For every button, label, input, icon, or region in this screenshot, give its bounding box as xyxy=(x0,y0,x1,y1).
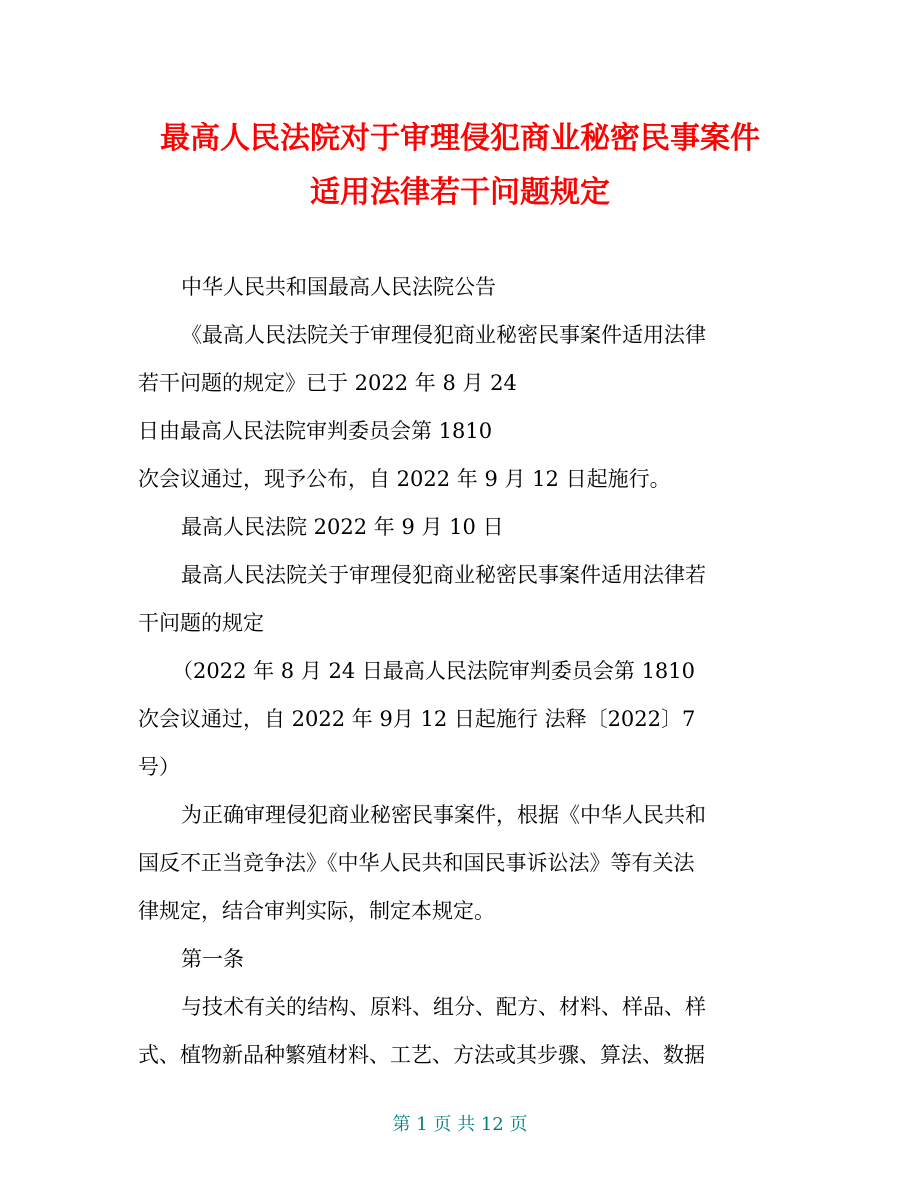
body-line: 式、植物新品种繁殖材料、工艺、方法或其步骤、算法、数据 xyxy=(138,1043,705,1067)
body-line: 次会议通过，现予公布，自 2022 年 9 月 12 日起施行。 xyxy=(138,467,671,491)
body-line: 干问题的规定 xyxy=(138,611,264,635)
body-line: 国反不正当竞争法》《中华人民共和国民事诉讼法》等有关法 xyxy=(138,851,695,875)
body-line: 若干问题的规定》已于 2022 年 8 月 24 xyxy=(138,371,517,395)
body-line: 与技术有关的结构、原料、组分、配方、材料、样品、样 xyxy=(181,995,706,1019)
body-line: 律规定，结合审判实际，制定本规定。 xyxy=(138,899,495,923)
issue-date-line: 最高人民法院 2022 年 9 月 10 日 xyxy=(181,515,504,539)
announcement-heading: 中华人民共和国最高人民法院公告 xyxy=(181,275,496,299)
body-line: 号） xyxy=(138,755,180,779)
body-line: 次会议通过，自 2022 年 9月 12 日起施行 法释〔2022〕7 xyxy=(138,707,696,731)
body-line: 日由最高人民法院审判委员会第 1810 xyxy=(138,419,493,443)
body-line: 《最高人民法院关于审理侵犯商业秘密民事案件适用法律 xyxy=(181,323,706,347)
document-title-line-2: 适用法律若干问题规定 xyxy=(310,175,610,210)
document-title-line-1: 最高人民法院对于审理侵犯商业秘密民事案件 xyxy=(160,121,760,156)
body-line: 最高人民法院关于审理侵犯商业秘密民事案件适用法律若 xyxy=(181,563,706,587)
page-footer: 第 1 页 共 12 页 xyxy=(392,1114,528,1135)
body-line: （2022 年 8 月 24 日最高人民法院审判委员会第 1810 xyxy=(172,659,696,683)
article-heading: 第一条 xyxy=(181,947,244,971)
body-line: 为正确审理侵犯商业秘密民事案件，根据《中华人民共和 xyxy=(181,803,706,827)
